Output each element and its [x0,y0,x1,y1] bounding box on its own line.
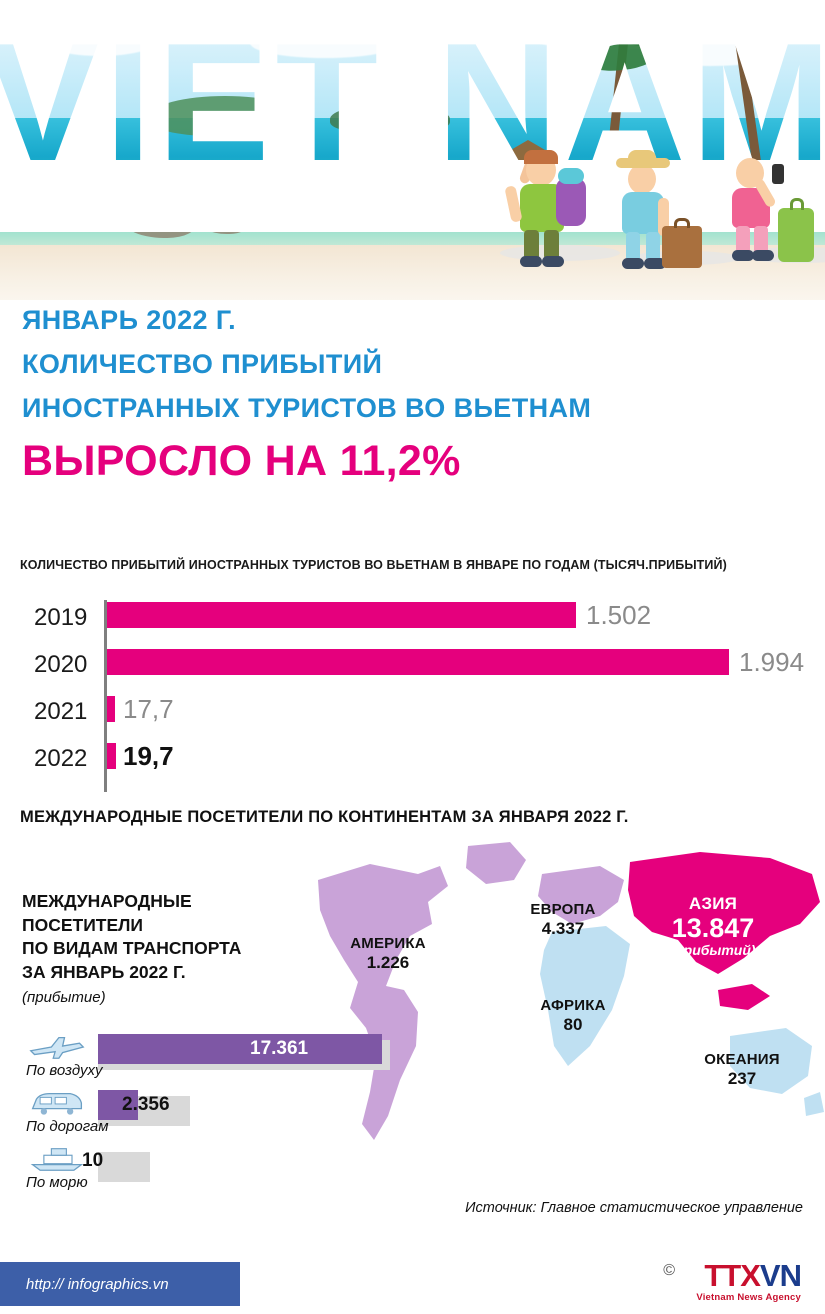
hero-banner [0,0,825,300]
transport-value: 17.361 [250,1038,309,1059]
map-label-africa: АФРИКА 80 [540,997,606,1034]
transport-row [22,1142,412,1198]
traveller-man-suitcase [604,148,714,276]
bar-value-label: 17,7 [123,694,174,724]
bar-category-label: 2020 [34,651,88,678]
transport-title-line-2: ПО ВИДАМ ТРАНСПОРТА [22,938,242,959]
source-note: Источник: Главное статистическое управление [465,1200,803,1216]
region-africa [540,926,630,1066]
traveller-woman-selfie [716,142,816,276]
transport-label: По воздуху [26,1062,103,1079]
bar-category-label: 2022 [34,745,88,772]
title-line-1: ЯНВАРЬ 2022 Г. [22,305,237,335]
ship-icon [26,1144,88,1174]
title-line-3: ИНОСТРАННЫХ ТУРИСТОВ ВО ВЬЕТНАМ [22,393,592,423]
suitcase-icon [662,226,702,268]
region-sea-islands [718,984,770,1010]
bar-chart-caption: КОЛИЧЕСТВО ПРИБЫТИЙ ИНОСТРАННЫХ ТУРИСТОВ ВО ВЬЕТНАМ В ЯНВАРЕ ПО ГОДАМ (ТЫСЯЧ.ПРИБЫТИЙ) [20,558,727,572]
transport-row [22,1086,412,1142]
map-label-america: АМЕРИКА 1.226 [350,935,426,972]
transport-title-line-3: ЗА ЯНВАРЬ 2022 Г. [22,961,186,982]
transport-row [22,1030,412,1086]
map-label-oceania: ОКЕАНИЯ 237 [704,1051,780,1088]
title-line-2: КОЛИЧЕСТВО ПРИБЫТИЙ [22,349,383,379]
transport-value: 10 [82,1150,104,1171]
map-label-asia: АЗИЯ 13.847 (прибытий) [670,894,756,959]
title-block [22,305,642,486]
region-greenland [466,842,526,884]
train-icon [26,1088,88,1118]
bar-chart [20,596,810,796]
luggage-icon [778,208,814,262]
bar-value-label: 1.994 [739,647,805,677]
bar-shadow [98,1152,150,1182]
map-label-europe: ЕВРОПА 4.337 [530,901,596,938]
bar-category-label: 2019 [34,604,88,631]
footer-url[interactable]: http:// infographics.vn [26,1276,169,1293]
bar-fill [107,743,116,769]
logo-subtitle: Vietnam News Agency [696,1292,801,1303]
bar-value-label: 19,7 [123,741,174,771]
transport-value: 2.356 [122,1094,170,1115]
bar-row [20,690,810,732]
bar-value-label: 1.502 [586,600,652,630]
bar-fill [107,696,115,722]
transport-subtitle: (прибытие) [22,988,106,1006]
title-highlight: ВЫРОСЛО НА 11,2% [22,437,461,485]
transport-chart [22,1030,412,1198]
bar-fill [107,602,576,628]
bar-category-label: 2021 [34,698,88,725]
bar-row [20,643,810,685]
copyright-symbol: © [663,1262,675,1279]
phone-icon [772,164,784,184]
region-new-zealand [804,1092,824,1116]
transport-label: По дорогам [26,1118,109,1135]
transport-title-block [22,890,302,1006]
transport-title-line-1: МЕЖДУНАРОДНЫЕ ПОСЕТИТЕЛИ [22,891,192,935]
agency-logo [696,1258,801,1303]
traveller-man-backpack [498,140,608,270]
bar-fill [98,1034,382,1064]
transport-label: По морю [26,1174,88,1191]
continents-heading: МЕЖДУНАРОДНЫЕ ПОСЕТИТЕЛИ ПО КОНТИНЕНТАМ ЗА ЯНВАРЯ 2022 Г. [20,808,629,826]
airplane-icon [26,1032,88,1062]
bar-row [20,737,810,779]
bar-row [20,596,810,638]
bar-fill [107,649,729,675]
logo-text: TTXVN [704,1258,801,1293]
